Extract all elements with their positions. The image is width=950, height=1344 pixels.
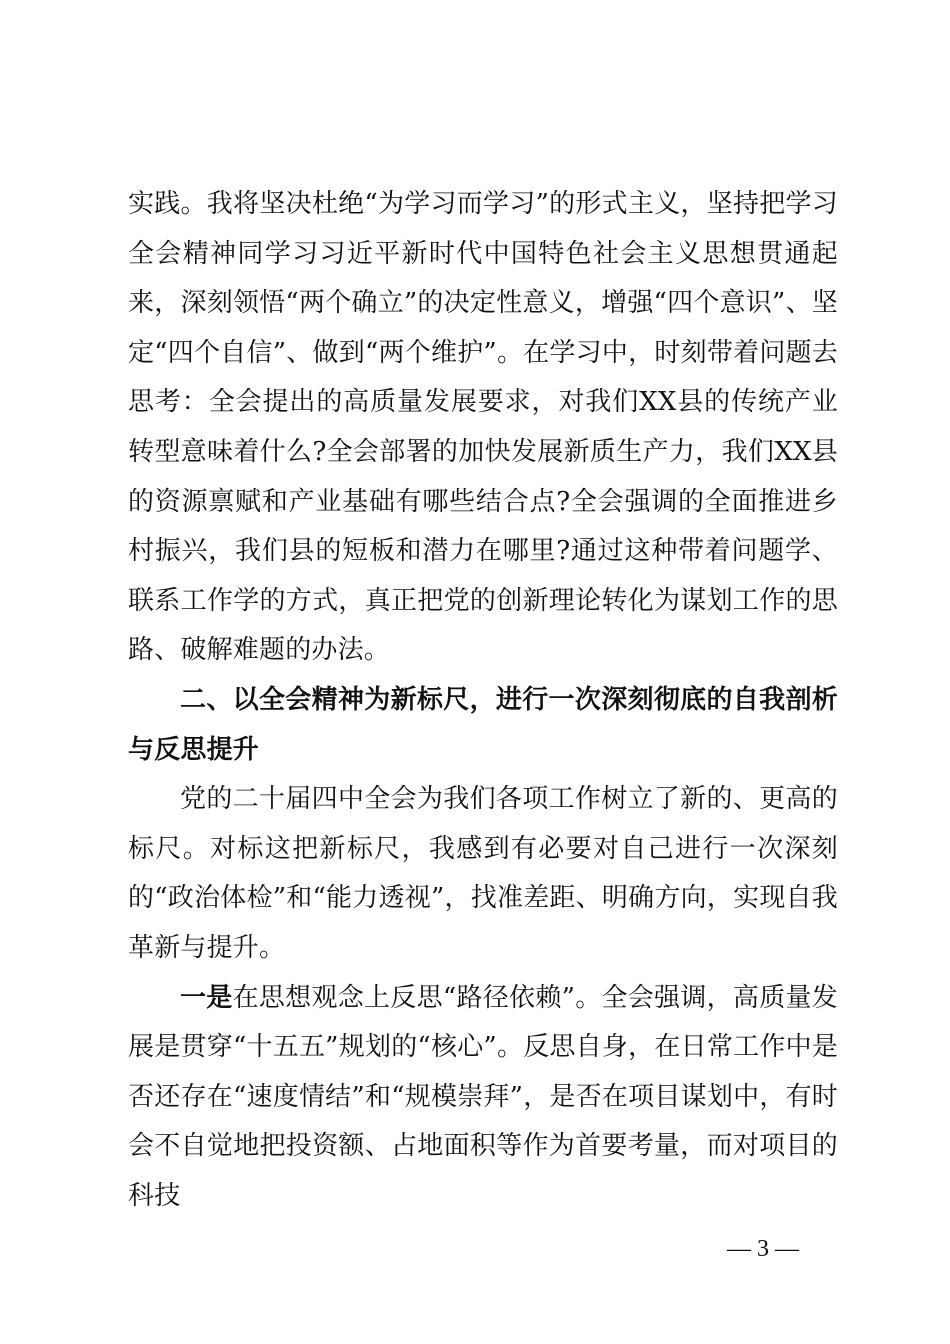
section-heading [128,676,838,775]
paragraph-text: 党的二十届四中全会为我们各项工作树立了新的、更高的标尺。对标这把新标尺，我感到有必要对自己进行一次深刻的“政治体检”和“能力透视”，找准差距、明确方向，实现自我革新与提升。 [128,784,838,963]
section-heading-text: 二、以全会精神为新标尺，进行一次深刻彻底的自我剖析与反思提升 [128,684,838,765]
paragraph [128,775,838,973]
paragraph-text: 实践。我将坚决杜绝“为学习而学习”的形式主义，坚持把学习全会精神同学习习近平新时代中国特色社会主义思想贯通起来，深刻领悟“两个确立”的决定性意义，增强“四个意识”、坚定“四个自信”、做到“两个维护”。在学习中，时刻带着问题去思考：全会提出的高质量发展要求，对我们XX县的传统产业转型意味着什么?全会部署的加快发展新质生产力，我们XX县的资源禀赋和产业基础有哪些结合点?全会强调的全面推进乡村振兴，我们县的短板和潜力在哪里?通过这种带着问题学、联系工作学的方式，真正把党的创新理论转化为谋划工作的思路、破解难题的办法。 [128,189,838,666]
paragraph-continuation [128,180,838,676]
paragraph-text: 在思想观念上反思“路径依赖”。全会强调，高质量发展是贯穿“十五五”规划的“核心”。反思自身，在日常工作中是否还存在“速度情结”和“规模崇拜”，是否在项目谋划中，有时会不自觉地把投资额、占地面积等作为首要考量，而对项目的科技 [128,982,838,1211]
document-body [128,180,838,1221]
paragraph-point-one [128,974,838,1222]
page-number: — 3 — [727,1236,799,1262]
point-lead: 一是 [180,982,233,1013]
